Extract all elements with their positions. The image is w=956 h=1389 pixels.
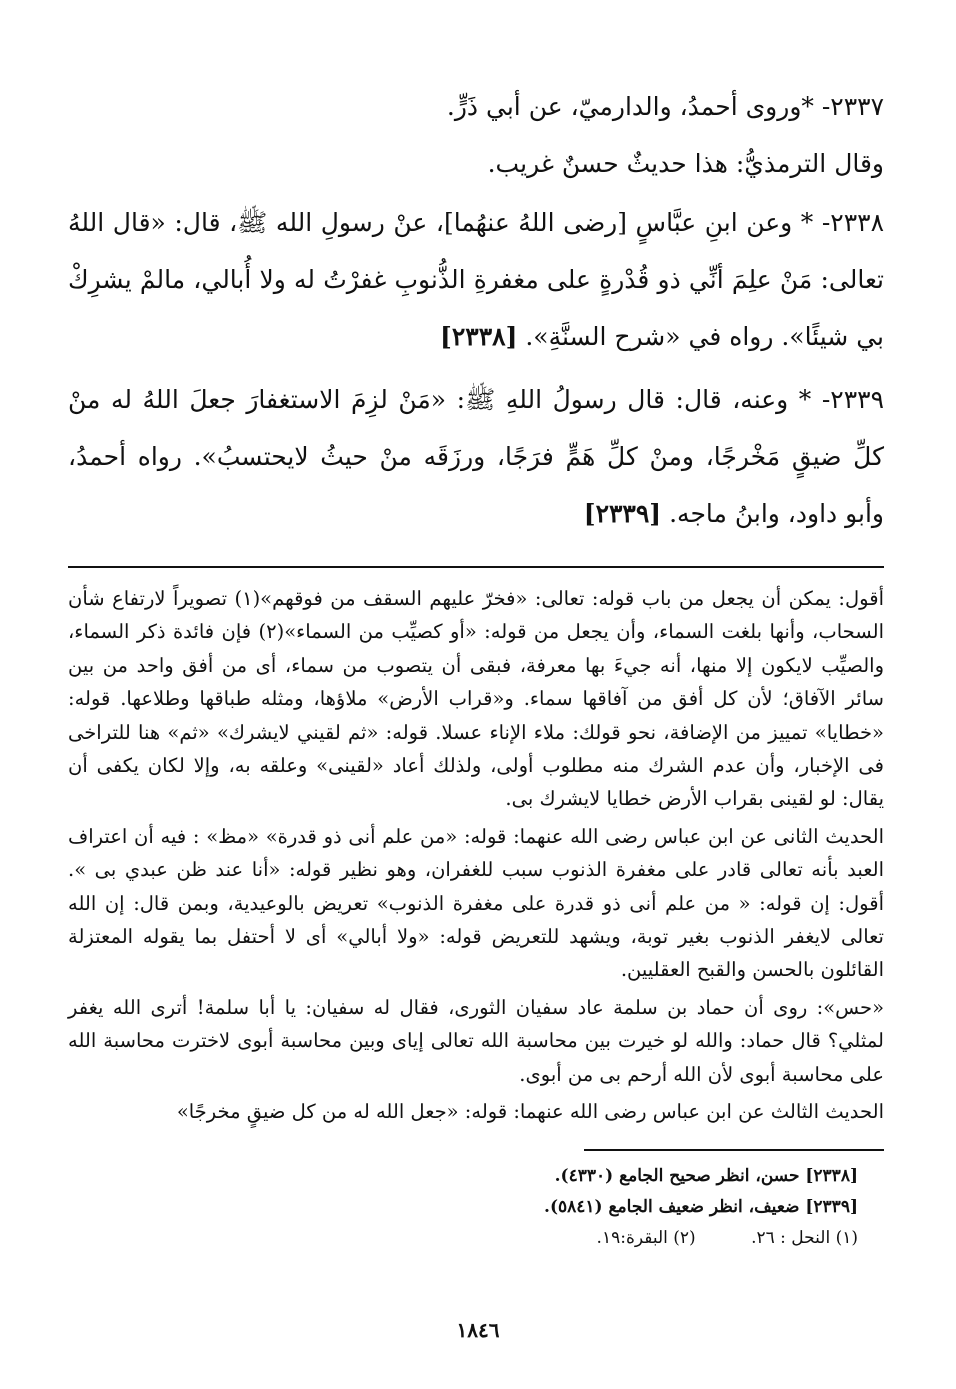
hadith-2339-text: ٢٣٣٩- * وعنه، قال: قال رسولُ اللهِ ﷺ: «مَنْ لزِمَ الاستغفارَ جعلَ اللهُ له منْ كلِّ ضيقٍ مَخْرجًا، ومنْ كلِّ هَمٍّ فرَجًا، ورزَقَه منْ حيثُ لايحتسبُ». رواه أحمدُ، وأبو داود، وابنُ ماجه. [68, 385, 884, 528]
footnote-2338: [٢٣٣٨] حسن، انظر صحيح الجامع (٤٣٣٠). [554, 1165, 858, 1186]
hadith-2337 [68, 78, 884, 192]
hadith-2338-text: ٢٣٣٨- * وعن ابنِ عبَّاسٍ [رضى اللهُ عنهُما]، عنْ رسولِ الله ﷺ، قال: «قال اللهُ تعالى: مَنْ علِمَ أنِّي ذو قُدْرةٍ على مغفرةِ الذُّنوبِ غفرْتُ له ولا أُبالي، مالمْ يشرِكْ بي شيئًا». رواه في «شرح السنَّةِ». [68, 208, 884, 351]
footnote-ref-1: (١) النحل : ٢٦. [751, 1227, 858, 1248]
hadith-2339 [68, 371, 884, 542]
footnote-ref-2: (٢) البقرة:١٩. [596, 1227, 696, 1248]
hadith-2337-text: ٢٣٣٧- *وروى أحمدُ، والدارميّ، عن أبي ذَرٍّ. [446, 92, 884, 121]
footnotes [68, 1161, 884, 1254]
section-divider [68, 566, 884, 568]
hadith-2337-grading: وقال الترمذيُّ: هذا حديثٌ حسنٌ غريب. [487, 149, 884, 178]
commentary-section [68, 582, 884, 1129]
commentary-paragraph-2: الحديث الثانى عن ابن عباس رضى الله عنهما: قوله: «من علم أنى ذو قدرة» «مظ» : فيه أن اعتراف العبد بأنه تعالى قادر على مغفرة الذنوب سبب للغفران، وهو نظير قوله: «أنا عند ظن عبدي بى ». أقول: إن قوله: « من علم أنى ذو قدرة على مغفرة الذنوب» تعريض بالوعيدية، وبمن قال: إن الله تعالى لايغفر الذنوب بغير توبة، ويشهد للتعريض قوله: «ولا أبالي» أى لا أحتفل بما يقوله المعتزلة القائلون بالحسن والقبح العقليين. [68, 824, 884, 982]
hadith-2338-ref: [٢٣٣٨] [440, 322, 518, 351]
footnote-2339: [٢٣٣٩] ضعيف، انظر ضعيف الجامع (٥٨٤١). [544, 1196, 858, 1217]
commentary-paragraph-4: الحديث الثالث عن ابن عباس رضى الله عنهما: قوله: «جعل الله له من كل ضيقٍ مخرجًا» [176, 1100, 884, 1124]
footnote-divider [584, 1149, 884, 1151]
footnote-quran-refs [68, 1223, 858, 1254]
hadith-2338 [68, 194, 884, 365]
commentary-paragraph-1: أقول: يمكن أن يجعل من باب قوله: تعالى: «فخرّ عليهم السقف من فوقهم»(١) تصويراً لارتفاع شأن السحاب، وأنها بلغت السماء، وأن يجعل من قوله: «أو كصيِّب من السماء»(٢) فإن فائدة ذكر السماء، والصيِّب لايكون إلا منها، أنه جيءَ بها معرفة، فبقى أن يتصوب من سماء، أى من أفق واحد من بين سائر الآفاق؛ لأن كل أفق من آفاقها سماء. و«قراب الأرض» ملاؤها، ومثله طباقها وطلاعها. قوله: «خطايا» تمييز من الإضافة، نحو قولك: ملاء الإناء عسلا. قوله: «ثم لقيني لايشرك» «ثم» هنا للتراخى فى الإخبار، وأن عدم الشرك منه مطلوب أولى، ولذلك أعاد «لقينى» وعلقه به، وإلا لكان يكفى أن يقال: لو لقينى بقراب الأرض خطايا لايشرك بى. [68, 587, 884, 811]
page-number: ١٨٤٦ [456, 1318, 500, 1342]
hadith-2339-ref: [٢٣٣٩] [583, 499, 662, 528]
commentary-paragraph-3: «حس»: روى أن حماد بن سلمة عاد سفيان الثورى، فقال له سفيان: يا أبا سلمة! أترى الله يغفر لمثلي؟ قال حماد: والله لو خيرت بين محاسبة الله تعالى إياى وبين محاسبة أبوى لاخترت محاسبة الله على محاسبة أبوى لأن الله أرحم بى من أبوى. [68, 995, 884, 1086]
